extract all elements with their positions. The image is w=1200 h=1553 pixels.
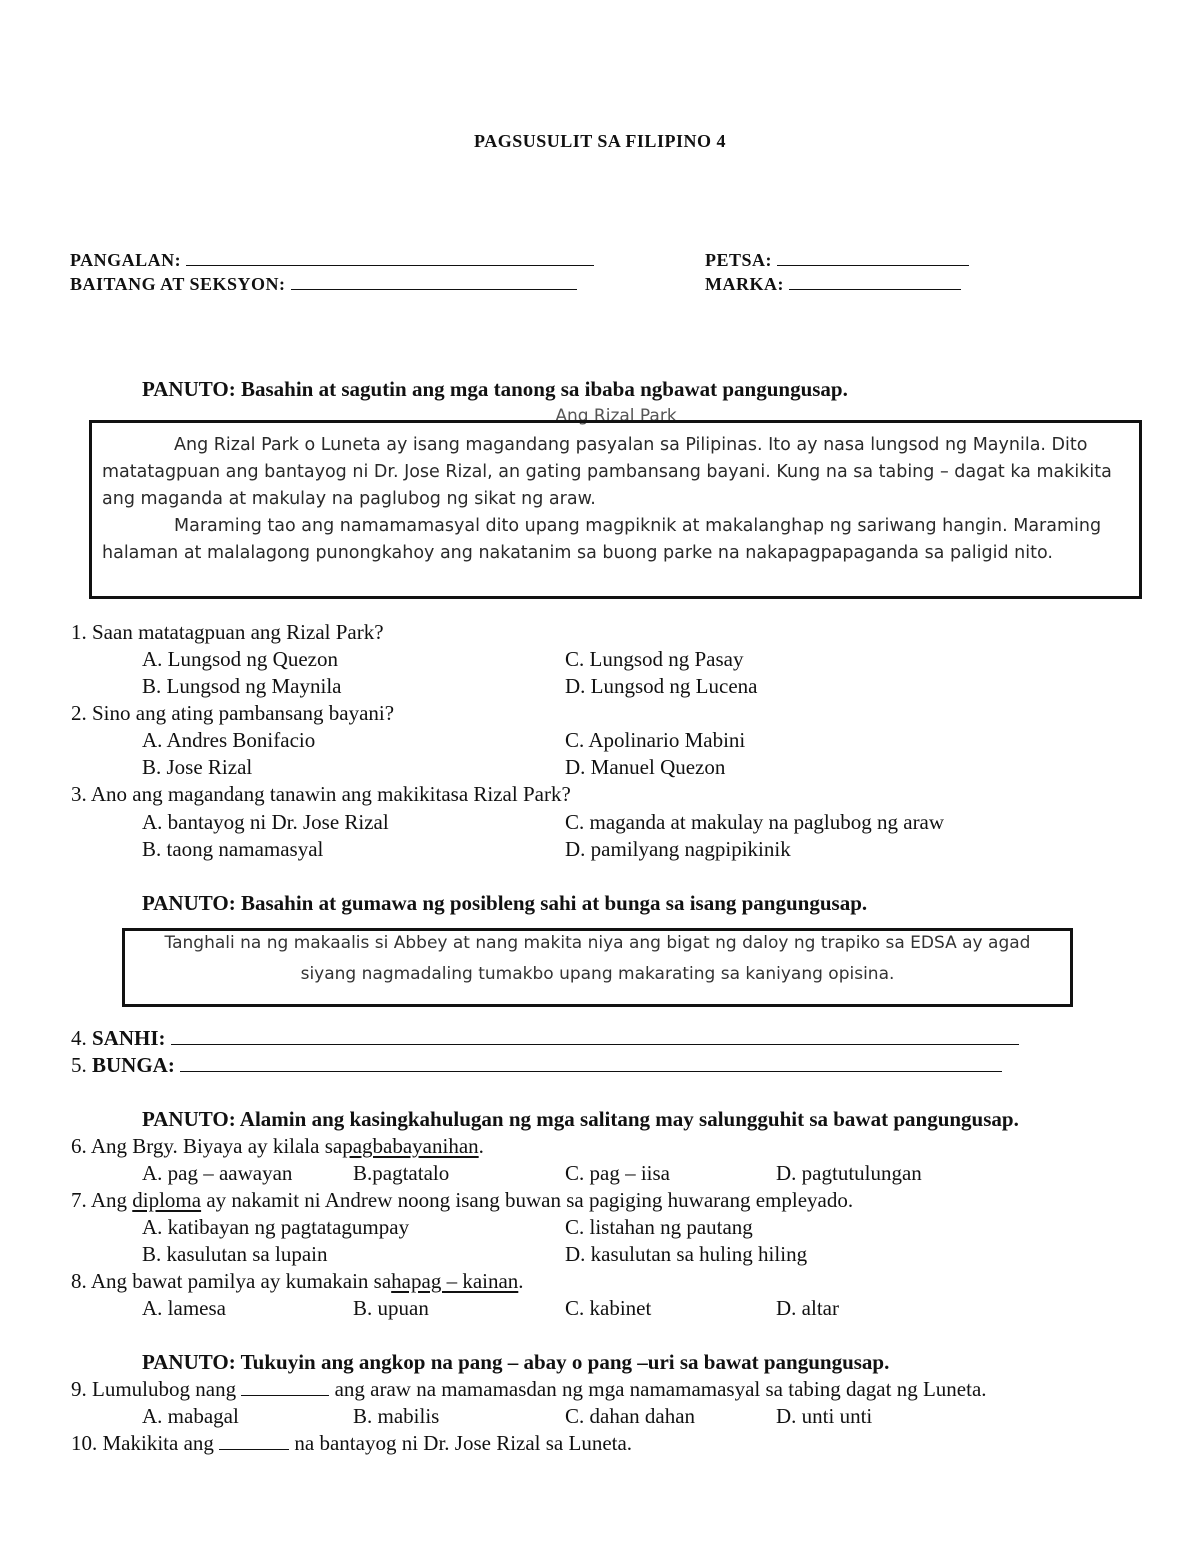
q2-option-a[interactable]: A. Andres Bonifacio — [142, 728, 316, 752]
pangalan-label: PANGALAN: — [70, 250, 182, 270]
passage-p2-l1: Maraming tao ang namamamasyal dito upang magpiknik at makalanghap ng sariwang hangin. Maraming — [174, 516, 1102, 536]
q8-option-d[interactable]: D. altar — [776, 1296, 839, 1320]
question-7 — [71, 1188, 853, 1213]
question-2: 2. Sino ang ating pambansang bayani? — [71, 701, 395, 725]
q8-text: 8. Ang bawat pamilya ay kumakain sa — [71, 1269, 392, 1293]
bunga-row — [71, 1053, 1002, 1078]
bunga-answer-line[interactable] — [180, 1053, 1002, 1072]
passage-title: Ang Rizal Park — [555, 406, 677, 426]
sanhi-answer-line[interactable] — [171, 1026, 1019, 1045]
passage-p2-l2: halaman at malalagong punongkahoy ang nakatanim sa buong parke na nakapagpapaganda sa paligid nito. — [102, 543, 1053, 563]
pangalan-field — [70, 249, 594, 271]
q9-option-c[interactable]: C. dahan dahan — [565, 1404, 696, 1428]
q6-text: 6. Ang Brgy. Biyaya ay kilala sa — [71, 1134, 343, 1158]
sanhi-label: SANHI: — [92, 1026, 166, 1050]
q1-option-a[interactable]: A. Lungsod ng Quezon — [142, 647, 338, 671]
q10-blank[interactable] — [219, 1431, 289, 1450]
q6-option-a[interactable]: A. pag – aawayan — [142, 1161, 293, 1185]
q7-end: ay nakamit ni Andrew noong isang buwan sa pagiging huwarang empleyado. — [201, 1188, 854, 1212]
petsa-blank[interactable] — [777, 249, 969, 266]
passage-p1-l2: matatagpuan ang bantayog ni Dr. Jose Rizal, an gating pambansang bayani. Kung na sa tabing – dagat ka makikita — [102, 462, 1112, 482]
q3-option-a[interactable]: A. bantayog ni Dr. Jose Rizal — [142, 810, 389, 834]
question-8 — [71, 1269, 524, 1294]
q2-option-c[interactable]: C. Apolinario Mabini — [565, 728, 746, 752]
q1-option-c[interactable]: C. Lungsod ng Pasay — [565, 647, 744, 671]
q6-option-b[interactable]: B.pagtatalo — [353, 1161, 450, 1185]
q9-blank[interactable] — [241, 1377, 329, 1396]
passage-p1-l3: ang maganda at makulay na paglubog ng sikat ng araw. — [102, 489, 596, 509]
marka-blank[interactable] — [789, 273, 961, 290]
q7-option-b[interactable]: B. kasulutan sa lupain — [142, 1242, 328, 1266]
marka-field — [705, 273, 961, 295]
q2-option-b[interactable]: B. Jose Rizal — [142, 755, 253, 779]
baitang-label: BAITANG AT SEKSYON: — [70, 274, 286, 294]
panuto-3: PANUTO: Alamin ang kasingkahulugan ng mga salitang may salungguhit sa bawat pangungusap. — [142, 1107, 1019, 1131]
q3-option-c[interactable]: C. maganda at makulay na paglubog ng araw — [565, 810, 945, 834]
question-9 — [71, 1377, 987, 1402]
question-1: 1. Saan matatagpuan ang Rizal Park? — [71, 620, 384, 644]
q6-option-c[interactable]: C. pag – iisa — [565, 1161, 670, 1185]
q9-option-a[interactable]: A. mabagal — [142, 1404, 239, 1428]
q9-option-d[interactable]: D. unti unti — [776, 1404, 873, 1428]
q4-number: 4. — [71, 1026, 87, 1050]
pangalan-blank[interactable] — [186, 249, 594, 266]
scenario-line-1: Tanghali na ng makaalis si Abbey at nang makita niya ang bigat ng daloy ng trapiko sa EDSA ay agad — [164, 933, 1031, 953]
baitang-blank[interactable] — [291, 273, 577, 290]
q8-end: . — [518, 1269, 524, 1293]
q8-option-b[interactable]: B. upuan — [353, 1296, 429, 1320]
q3-option-b[interactable]: B. taong namamasyal — [142, 837, 324, 861]
q1-option-b[interactable]: B. Lungsod ng Maynila — [142, 674, 342, 698]
q10-end: na bantayog ni Dr. Jose Rizal sa Luneta. — [289, 1431, 633, 1455]
passage-p1-l1: Ang Rizal Park o Luneta ay isang magandang pasyalan sa Pilipinas. Ito ay nasa lungsod ng Maynila. Dito — [174, 435, 1088, 455]
q3-option-d[interactable]: D. pamilyang nagpipikinik — [565, 837, 791, 861]
q6-end: . — [478, 1134, 484, 1158]
panuto-4: PANUTO: Tukuyin ang angkop na pang – abay o pang –uri sa bawat pangungusap. — [142, 1350, 890, 1374]
q6-underlined-word: pagbabayanihan — [342, 1134, 479, 1158]
q8-underlined-word: hapag – kainan — [391, 1269, 519, 1293]
q10-text: 10. Makikita ang — [71, 1431, 220, 1455]
q7-option-a[interactable]: A. katibayan ng pagtatagumpay — [142, 1215, 410, 1239]
q8-option-a[interactable]: A. lamesa — [142, 1296, 226, 1320]
q6-option-d[interactable]: D. pagtutulungan — [776, 1161, 922, 1185]
q8-option-c[interactable]: C. kabinet — [565, 1296, 652, 1320]
q7-text: 7. Ang — [71, 1188, 133, 1212]
question-10 — [71, 1431, 632, 1456]
q9-text: 9. Lumulubog nang — [71, 1377, 242, 1401]
q7-option-c[interactable]: C. listahan ng pautang — [565, 1215, 753, 1239]
petsa-label: PETSA: — [705, 250, 773, 270]
q9-option-b[interactable]: B. mabilis — [353, 1404, 440, 1428]
question-3: 3. Ano ang magandang tanawin ang makikitasa Rizal Park? — [71, 782, 571, 806]
exam-title: PAGSUSULIT SA FILIPINO 4 — [474, 131, 726, 151]
panuto-2: PANUTO: Basahin at gumawa ng posibleng sahi at bunga sa isang pangungusap. — [142, 891, 868, 915]
q9-end: ang araw na mamamasdan ng mga namamamasyal sa tabing dagat ng Luneta. — [329, 1377, 987, 1401]
q7-option-d[interactable]: D. kasulutan sa huling hiling — [565, 1242, 808, 1266]
panuto-1: PANUTO: Basahin at sagutin ang mga tanong sa ibaba ngbawat pangungusap. — [142, 377, 848, 401]
baitang-field — [70, 273, 577, 295]
q5-number: 5. — [71, 1053, 87, 1077]
q7-underlined-word: diploma — [132, 1188, 202, 1212]
scenario-line-2: siyang nagmadaling tumakbo upang makarating sa kaniyang opisina. — [300, 964, 895, 984]
petsa-field — [705, 249, 969, 271]
marka-label: MARKA: — [705, 274, 784, 294]
q1-option-d[interactable]: D. Lungsod ng Lucena — [565, 674, 758, 698]
q2-option-d[interactable]: D. Manuel Quezon — [565, 755, 726, 779]
sanhi-row — [71, 1026, 1019, 1051]
question-6 — [71, 1134, 484, 1159]
bunga-label: BUNGA: — [92, 1053, 175, 1077]
